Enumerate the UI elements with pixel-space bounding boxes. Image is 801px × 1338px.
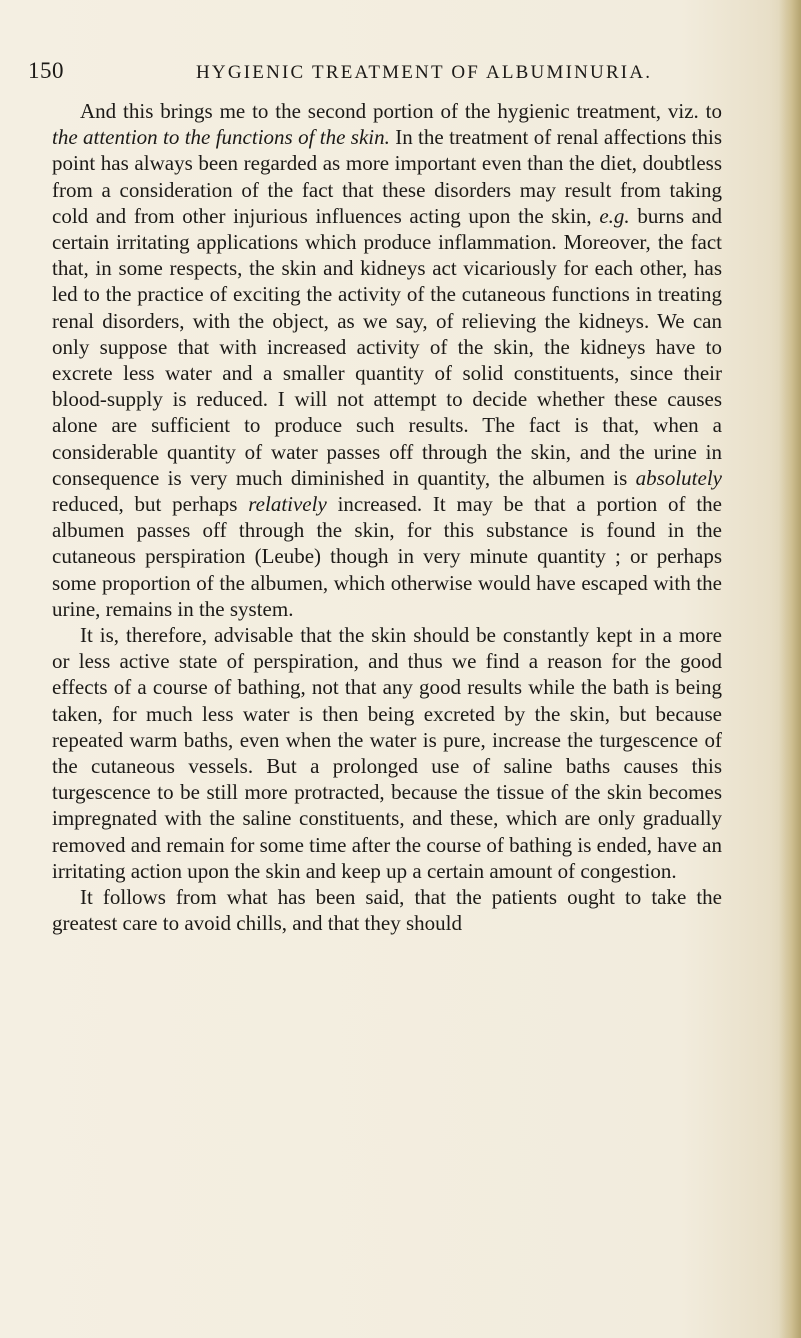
text-run: reduced, but perhaps bbox=[52, 492, 249, 517]
italic-text: absolutely bbox=[635, 465, 722, 490]
text-run: burns and certain irritating applications which produce inflammation. Moreover, the fact that, in some respects, the skin and kidneys act vicariously for each other, has led to the practice of exciting the activity of the cutaneous functions in treating renal disorders, with the object, as we say, of relieving the kidneys. We can only suppose that with increased activity of the skin, the kidneys have to excrete less water and a smaller quantity of solid constituents, since their blood-supply is reduced. I will not attempt to decide whether these causes alone are sufficient to produce such results. The fact is that, when a considerable quantity of water passes off through the skin, and the urine in consequence is very much diminished in quantity, the albumen is bbox=[52, 203, 722, 490]
text-run: increased. It may be that a portion of the albumen passes off through the skin, for this substance is found in the cutaneous perspiration (Leube) though in very minute quantity ; or perhaps some proportion of the albumen, which otherwise would have escaped with the urine, remains in the system. bbox=[52, 492, 722, 621]
italic-text: e.g. bbox=[599, 203, 630, 228]
paragraph bbox=[52, 622, 722, 884]
text-run: It is, therefore, advisable that the skin should be constantly kept in a more or less active state of perspiration, and thus we find a reason for the good effects of a course of bathing, not that any good results while the bath is being taken, for much less water is then being excreted by the skin, but because repeated warm baths, even when the water is pure, increase the turgescence of the cutaneous vessels. But a prolonged use of saline baths causes this turgescence to be still more protracted, because the tissue of the skin becomes impregnated with the saline constituents, and these, which are only gradually removed and remain for some time after the course of bathing is ended, have an irritating action upon the skin and keep up a certain amount of congestion. bbox=[52, 623, 723, 883]
page-edge-shadow bbox=[779, 0, 801, 1338]
page-number: 150 bbox=[28, 58, 64, 83]
text-run: In the treatment of renal affections this point has always been regarded as more important even than the diet, doubtless from a consideration of the fact that these disorders may result from taking cold and from other injurious influences acting upon the skin, bbox=[52, 125, 723, 228]
italic-text: the attention to the functions of the skin. bbox=[52, 125, 390, 150]
paragraph bbox=[52, 884, 722, 936]
text-run: And this brings me to the second portion of the hygienic treatment, viz. to bbox=[80, 99, 722, 123]
running-title: HYGIENIC TREATMENT OF ALBUMINURIA. bbox=[196, 62, 653, 83]
body-text bbox=[52, 98, 722, 937]
italic-text: relatively bbox=[248, 492, 327, 517]
text-run: It follows from what has been said, that the patients ought to take the greatest care to avoid chills, and that they should bbox=[52, 885, 722, 936]
page-header bbox=[28, 58, 748, 88]
paragraph bbox=[52, 98, 722, 622]
